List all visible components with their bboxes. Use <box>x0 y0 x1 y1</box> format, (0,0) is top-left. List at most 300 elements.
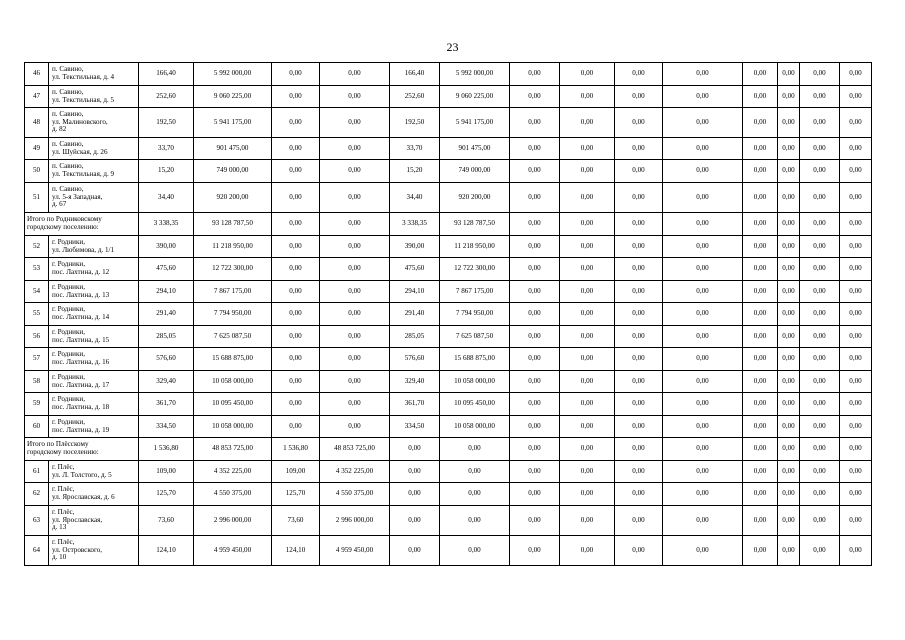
address-cell: п. Савино, ул. Текстильная, д. 9 <box>49 160 139 183</box>
value-cell: 15,20 <box>139 160 194 183</box>
value-cell: 0,00 <box>743 236 778 258</box>
value-cell: 124,10 <box>139 536 194 566</box>
value-cell: 4 959 450,00 <box>320 536 390 566</box>
value-cell: 0,00 <box>840 506 872 536</box>
value-cell: 0,00 <box>663 438 743 461</box>
value-cell: 0,00 <box>320 108 390 138</box>
value-cell: 749 000,00 <box>440 160 510 183</box>
row-number: 59 <box>25 393 49 416</box>
value-cell: 0,00 <box>510 393 560 416</box>
value-cell: 0,00 <box>272 348 320 371</box>
value-cell: 0,00 <box>800 326 840 348</box>
value-cell: 7 794 950,00 <box>440 303 510 326</box>
value-cell: 0,00 <box>778 393 800 416</box>
value-cell: 0,00 <box>800 483 840 506</box>
value-cell: 0,00 <box>743 416 778 438</box>
value-cell: 0,00 <box>510 258 560 281</box>
value-cell: 0,00 <box>510 326 560 348</box>
value-cell: 0,00 <box>800 281 840 303</box>
value-cell: 0,00 <box>800 303 840 326</box>
value-cell: 0,00 <box>800 393 840 416</box>
value-cell: 9 060 225,00 <box>440 86 510 108</box>
value-cell: 0,00 <box>320 63 390 86</box>
value-cell: 15 688 875,00 <box>440 348 510 371</box>
value-cell: 361,70 <box>139 393 194 416</box>
value-cell: 3 338,35 <box>139 213 194 236</box>
value-cell: 0,00 <box>390 536 440 566</box>
value-cell: 0,00 <box>743 213 778 236</box>
value-cell: 0,00 <box>778 371 800 393</box>
value-cell: 0,00 <box>615 461 663 483</box>
value-cell: 390,00 <box>139 236 194 258</box>
value-cell: 334,50 <box>139 416 194 438</box>
value-cell: 0,00 <box>778 416 800 438</box>
value-cell: 0,00 <box>663 506 743 536</box>
value-cell: 93 128 787,50 <box>194 213 272 236</box>
value-cell: 48 853 725,00 <box>320 438 390 461</box>
address-cell: г. Плёс, ул. Островского, д. 10 <box>49 536 139 566</box>
value-cell: 11 218 950,00 <box>440 236 510 258</box>
value-cell: 0,00 <box>560 138 615 160</box>
housing-program-table <box>24 62 872 566</box>
value-cell: 0,00 <box>663 236 743 258</box>
value-cell: 125,70 <box>272 483 320 506</box>
value-cell: 0,00 <box>560 438 615 461</box>
value-cell: 285,05 <box>139 326 194 348</box>
value-cell: 0,00 <box>800 506 840 536</box>
value-cell: 0,00 <box>800 183 840 213</box>
value-cell: 12 722 300,00 <box>440 258 510 281</box>
value-cell: 361,70 <box>390 393 440 416</box>
value-cell: 0,00 <box>800 536 840 566</box>
value-cell: 0,00 <box>743 326 778 348</box>
value-cell: 0,00 <box>272 86 320 108</box>
value-cell: 0,00 <box>800 438 840 461</box>
table-row <box>25 86 872 108</box>
row-number: 46 <box>25 63 49 86</box>
row-number: 47 <box>25 86 49 108</box>
value-cell: 3 338,35 <box>390 213 440 236</box>
value-cell: 0,00 <box>560 326 615 348</box>
value-cell: 11 218 950,00 <box>194 236 272 258</box>
address-cell: г. Родники, ул. Любимова, д. 1/1 <box>49 236 139 258</box>
value-cell: 0,00 <box>615 506 663 536</box>
value-cell: 0,00 <box>560 483 615 506</box>
value-cell: 0,00 <box>510 108 560 138</box>
value-cell: 0,00 <box>510 63 560 86</box>
address-cell: п. Савино, ул. 5-я Западная, д. 67 <box>49 183 139 213</box>
value-cell: 0,00 <box>510 303 560 326</box>
value-cell: 475,60 <box>139 258 194 281</box>
value-cell: 0,00 <box>560 183 615 213</box>
table-row <box>25 348 872 371</box>
value-cell: 1 536,80 <box>272 438 320 461</box>
value-cell: 4 550 375,00 <box>194 483 272 506</box>
value-cell: 0,00 <box>272 416 320 438</box>
value-cell: 0,00 <box>743 461 778 483</box>
value-cell: 0,00 <box>840 258 872 281</box>
value-cell: 15 688 875,00 <box>194 348 272 371</box>
value-cell: 0,00 <box>510 236 560 258</box>
value-cell: 0,00 <box>743 348 778 371</box>
value-cell: 0,00 <box>840 160 872 183</box>
value-cell: 0,00 <box>663 326 743 348</box>
value-cell: 0,00 <box>510 213 560 236</box>
value-cell: 576,60 <box>390 348 440 371</box>
value-cell: 390,00 <box>390 236 440 258</box>
value-cell: 10 095 450,00 <box>440 393 510 416</box>
value-cell: 0,00 <box>663 348 743 371</box>
table-row <box>25 393 872 416</box>
value-cell: 901 475,00 <box>194 138 272 160</box>
value-cell: 0,00 <box>800 258 840 281</box>
value-cell: 0,00 <box>778 108 800 138</box>
value-cell: 5 992 000,00 <box>194 63 272 86</box>
value-cell: 291,40 <box>390 303 440 326</box>
value-cell: 0,00 <box>272 326 320 348</box>
value-cell: 125,70 <box>139 483 194 506</box>
value-cell: 0,00 <box>778 138 800 160</box>
table-row <box>25 371 872 393</box>
value-cell: 0,00 <box>840 303 872 326</box>
total-label: Итого по Плёсскому городскому поселению: <box>25 438 139 461</box>
value-cell: 0,00 <box>615 483 663 506</box>
value-cell: 0,00 <box>663 281 743 303</box>
value-cell: 749 000,00 <box>194 160 272 183</box>
value-cell: 0,00 <box>272 371 320 393</box>
value-cell: 0,00 <box>560 536 615 566</box>
value-cell: 0,00 <box>840 393 872 416</box>
table-row <box>25 326 872 348</box>
value-cell: 166,40 <box>139 63 194 86</box>
value-cell: 0,00 <box>840 326 872 348</box>
address-cell: п. Савино, ул. Текстильная, д. 4 <box>49 63 139 86</box>
value-cell: 576,60 <box>139 348 194 371</box>
value-cell: 0,00 <box>320 326 390 348</box>
value-cell: 0,00 <box>800 86 840 108</box>
value-cell: 0,00 <box>840 213 872 236</box>
value-cell: 0,00 <box>778 258 800 281</box>
value-cell: 15,20 <box>390 160 440 183</box>
value-cell: 7 625 087,50 <box>194 326 272 348</box>
value-cell: 0,00 <box>743 393 778 416</box>
value-cell: 0,00 <box>615 371 663 393</box>
row-number: 56 <box>25 326 49 348</box>
row-number: 55 <box>25 303 49 326</box>
value-cell: 0,00 <box>615 348 663 371</box>
value-cell: 5 941 175,00 <box>194 108 272 138</box>
value-cell: 124,10 <box>272 536 320 566</box>
value-cell: 0,00 <box>663 63 743 86</box>
value-cell: 0,00 <box>272 393 320 416</box>
value-cell: 0,00 <box>440 483 510 506</box>
value-cell: 291,40 <box>139 303 194 326</box>
value-cell: 0,00 <box>320 393 390 416</box>
value-cell: 0,00 <box>800 160 840 183</box>
value-cell: 0,00 <box>743 183 778 213</box>
value-cell: 0,00 <box>615 213 663 236</box>
value-cell: 0,00 <box>440 438 510 461</box>
value-cell: 0,00 <box>510 160 560 183</box>
value-cell: 0,00 <box>272 183 320 213</box>
value-cell: 252,60 <box>390 86 440 108</box>
value-cell: 0,00 <box>510 138 560 160</box>
value-cell: 0,00 <box>743 483 778 506</box>
value-cell: 0,00 <box>272 281 320 303</box>
value-cell: 0,00 <box>840 461 872 483</box>
value-cell: 0,00 <box>510 281 560 303</box>
value-cell: 0,00 <box>510 183 560 213</box>
value-cell: 0,00 <box>615 138 663 160</box>
value-cell: 0,00 <box>320 160 390 183</box>
value-cell: 0,00 <box>615 108 663 138</box>
value-cell: 0,00 <box>800 348 840 371</box>
value-cell: 73,60 <box>139 506 194 536</box>
value-cell: 0,00 <box>743 536 778 566</box>
value-cell: 5 941 175,00 <box>440 108 510 138</box>
value-cell: 0,00 <box>320 213 390 236</box>
value-cell: 0,00 <box>778 506 800 536</box>
row-number: 53 <box>25 258 49 281</box>
value-cell: 0,00 <box>800 213 840 236</box>
value-cell: 0,00 <box>743 303 778 326</box>
value-cell: 0,00 <box>778 63 800 86</box>
table-row <box>25 138 872 160</box>
value-cell: 0,00 <box>320 348 390 371</box>
value-cell: 10 095 450,00 <box>194 393 272 416</box>
value-cell: 0,00 <box>320 138 390 160</box>
total-label: Итого по Родниковскому городскому поселению: <box>25 213 139 236</box>
value-cell: 0,00 <box>272 258 320 281</box>
table-row <box>25 303 872 326</box>
value-cell: 0,00 <box>560 348 615 371</box>
value-cell: 0,00 <box>510 438 560 461</box>
value-cell: 0,00 <box>320 303 390 326</box>
value-cell: 329,40 <box>139 371 194 393</box>
value-cell: 0,00 <box>778 348 800 371</box>
value-cell: 33,70 <box>390 138 440 160</box>
value-cell: 0,00 <box>840 236 872 258</box>
value-cell: 0,00 <box>778 483 800 506</box>
value-cell: 0,00 <box>390 461 440 483</box>
value-cell: 34,40 <box>390 183 440 213</box>
value-cell: 0,00 <box>840 86 872 108</box>
value-cell: 0,00 <box>840 63 872 86</box>
address-cell: п. Савино, ул. Текстильная, д. 5 <box>49 86 139 108</box>
value-cell: 0,00 <box>272 63 320 86</box>
value-cell: 0,00 <box>743 281 778 303</box>
value-cell: 0,00 <box>615 416 663 438</box>
value-cell: 0,00 <box>510 461 560 483</box>
value-cell: 0,00 <box>743 63 778 86</box>
value-cell: 0,00 <box>840 108 872 138</box>
value-cell: 0,00 <box>615 258 663 281</box>
row-number: 48 <box>25 108 49 138</box>
value-cell: 10 058 000,00 <box>440 371 510 393</box>
value-cell: 0,00 <box>840 183 872 213</box>
value-cell: 0,00 <box>663 213 743 236</box>
address-cell: п. Савино, ул. Малиновского, д. 82 <box>49 108 139 138</box>
row-number: 50 <box>25 160 49 183</box>
table-body <box>25 63 872 566</box>
total-row <box>25 438 872 461</box>
value-cell: 0,00 <box>560 108 615 138</box>
address-cell: г. Плёс, ул. Ярославская, д. 13 <box>49 506 139 536</box>
table-row <box>25 258 872 281</box>
value-cell: 0,00 <box>840 371 872 393</box>
row-number: 61 <box>25 461 49 483</box>
value-cell: 109,00 <box>139 461 194 483</box>
value-cell: 0,00 <box>840 536 872 566</box>
value-cell: 0,00 <box>743 258 778 281</box>
value-cell: 166,40 <box>390 63 440 86</box>
value-cell: 0,00 <box>560 416 615 438</box>
value-cell: 0,00 <box>560 371 615 393</box>
value-cell: 0,00 <box>778 326 800 348</box>
address-cell: г. Родники, пос. Лахтина, д. 16 <box>49 348 139 371</box>
value-cell: 0,00 <box>840 348 872 371</box>
value-cell: 0,00 <box>440 536 510 566</box>
value-cell: 1 536,80 <box>139 438 194 461</box>
value-cell: 0,00 <box>743 506 778 536</box>
value-cell: 0,00 <box>743 371 778 393</box>
value-cell: 0,00 <box>663 303 743 326</box>
value-cell: 0,00 <box>743 160 778 183</box>
value-cell: 0,00 <box>615 281 663 303</box>
table-row <box>25 236 872 258</box>
value-cell: 4 959 450,00 <box>194 536 272 566</box>
value-cell: 0,00 <box>560 236 615 258</box>
value-cell: 0,00 <box>560 63 615 86</box>
value-cell: 294,10 <box>139 281 194 303</box>
value-cell: 0,00 <box>800 416 840 438</box>
value-cell: 0,00 <box>510 536 560 566</box>
value-cell: 48 853 725,00 <box>194 438 272 461</box>
value-cell: 0,00 <box>440 461 510 483</box>
value-cell: 0,00 <box>800 236 840 258</box>
value-cell: 0,00 <box>615 438 663 461</box>
value-cell: 0,00 <box>743 438 778 461</box>
value-cell: 0,00 <box>320 416 390 438</box>
value-cell: 0,00 <box>510 483 560 506</box>
value-cell: 4 550 375,00 <box>320 483 390 506</box>
value-cell: 0,00 <box>560 461 615 483</box>
address-cell: г. Родники, пос. Лахтина, д. 18 <box>49 393 139 416</box>
value-cell: 0,00 <box>663 86 743 108</box>
value-cell: 34,40 <box>139 183 194 213</box>
value-cell: 475,60 <box>390 258 440 281</box>
value-cell: 0,00 <box>615 303 663 326</box>
value-cell: 0,00 <box>840 281 872 303</box>
value-cell: 7 867 175,00 <box>194 281 272 303</box>
value-cell: 0,00 <box>320 258 390 281</box>
table-row <box>25 536 872 566</box>
value-cell: 0,00 <box>560 213 615 236</box>
row-number: 58 <box>25 371 49 393</box>
value-cell: 0,00 <box>560 258 615 281</box>
value-cell: 2 996 000,00 <box>194 506 272 536</box>
value-cell: 0,00 <box>663 160 743 183</box>
value-cell: 0,00 <box>560 86 615 108</box>
value-cell: 0,00 <box>743 86 778 108</box>
value-cell: 0,00 <box>663 258 743 281</box>
value-cell: 901 475,00 <box>440 138 510 160</box>
address-cell: г. Родники, пос. Лахтина, д. 15 <box>49 326 139 348</box>
value-cell: 7 794 950,00 <box>194 303 272 326</box>
address-cell: г. Родники, пос. Лахтина, д. 12 <box>49 258 139 281</box>
value-cell: 0,00 <box>320 236 390 258</box>
value-cell: 9 060 225,00 <box>194 86 272 108</box>
value-cell: 192,50 <box>139 108 194 138</box>
value-cell: 0,00 <box>778 236 800 258</box>
value-cell: 0,00 <box>743 138 778 160</box>
value-cell: 5 992 000,00 <box>440 63 510 86</box>
value-cell: 0,00 <box>615 326 663 348</box>
value-cell: 294,10 <box>390 281 440 303</box>
address-cell: г. Плёс, ул. Ярославская, д. 6 <box>49 483 139 506</box>
value-cell: 0,00 <box>390 506 440 536</box>
value-cell: 0,00 <box>663 416 743 438</box>
value-cell: 285,05 <box>390 326 440 348</box>
value-cell: 0,00 <box>510 86 560 108</box>
value-cell: 109,00 <box>272 461 320 483</box>
value-cell: 10 058 000,00 <box>194 371 272 393</box>
address-cell: п. Савино, ул. Шуйская, д. 26 <box>49 138 139 160</box>
value-cell: 7 625 087,50 <box>440 326 510 348</box>
value-cell: 0,00 <box>615 236 663 258</box>
value-cell: 0,00 <box>840 438 872 461</box>
row-number: 54 <box>25 281 49 303</box>
value-cell: 0,00 <box>560 281 615 303</box>
value-cell: 192,50 <box>390 108 440 138</box>
value-cell: 0,00 <box>663 393 743 416</box>
value-cell: 0,00 <box>800 461 840 483</box>
value-cell: 0,00 <box>272 108 320 138</box>
table-row <box>25 183 872 213</box>
address-cell: г. Родники, пос. Лахтина, д. 19 <box>49 416 139 438</box>
value-cell: 0,00 <box>320 281 390 303</box>
value-cell: 0,00 <box>778 303 800 326</box>
row-number: 51 <box>25 183 49 213</box>
address-cell: г. Родники, пос. Лахтина, д. 14 <box>49 303 139 326</box>
value-cell: 0,00 <box>615 536 663 566</box>
value-cell: 0,00 <box>390 438 440 461</box>
address-cell: г. Родники, пос. Лахтина, д. 13 <box>49 281 139 303</box>
table-row <box>25 506 872 536</box>
value-cell: 0,00 <box>320 183 390 213</box>
value-cell: 0,00 <box>778 536 800 566</box>
value-cell: 0,00 <box>800 138 840 160</box>
value-cell: 334,50 <box>390 416 440 438</box>
value-cell: 0,00 <box>615 63 663 86</box>
table-row <box>25 483 872 506</box>
value-cell: 0,00 <box>840 416 872 438</box>
row-number: 62 <box>25 483 49 506</box>
table-row <box>25 160 872 183</box>
row-number: 57 <box>25 348 49 371</box>
value-cell: 0,00 <box>840 138 872 160</box>
value-cell: 0,00 <box>390 483 440 506</box>
value-cell: 0,00 <box>560 506 615 536</box>
value-cell: 12 722 300,00 <box>194 258 272 281</box>
value-cell: 920 200,00 <box>440 183 510 213</box>
value-cell: 0,00 <box>560 393 615 416</box>
value-cell: 0,00 <box>510 371 560 393</box>
value-cell: 0,00 <box>272 236 320 258</box>
value-cell: 0,00 <box>800 63 840 86</box>
value-cell: 10 058 000,00 <box>440 416 510 438</box>
value-cell: 0,00 <box>272 303 320 326</box>
